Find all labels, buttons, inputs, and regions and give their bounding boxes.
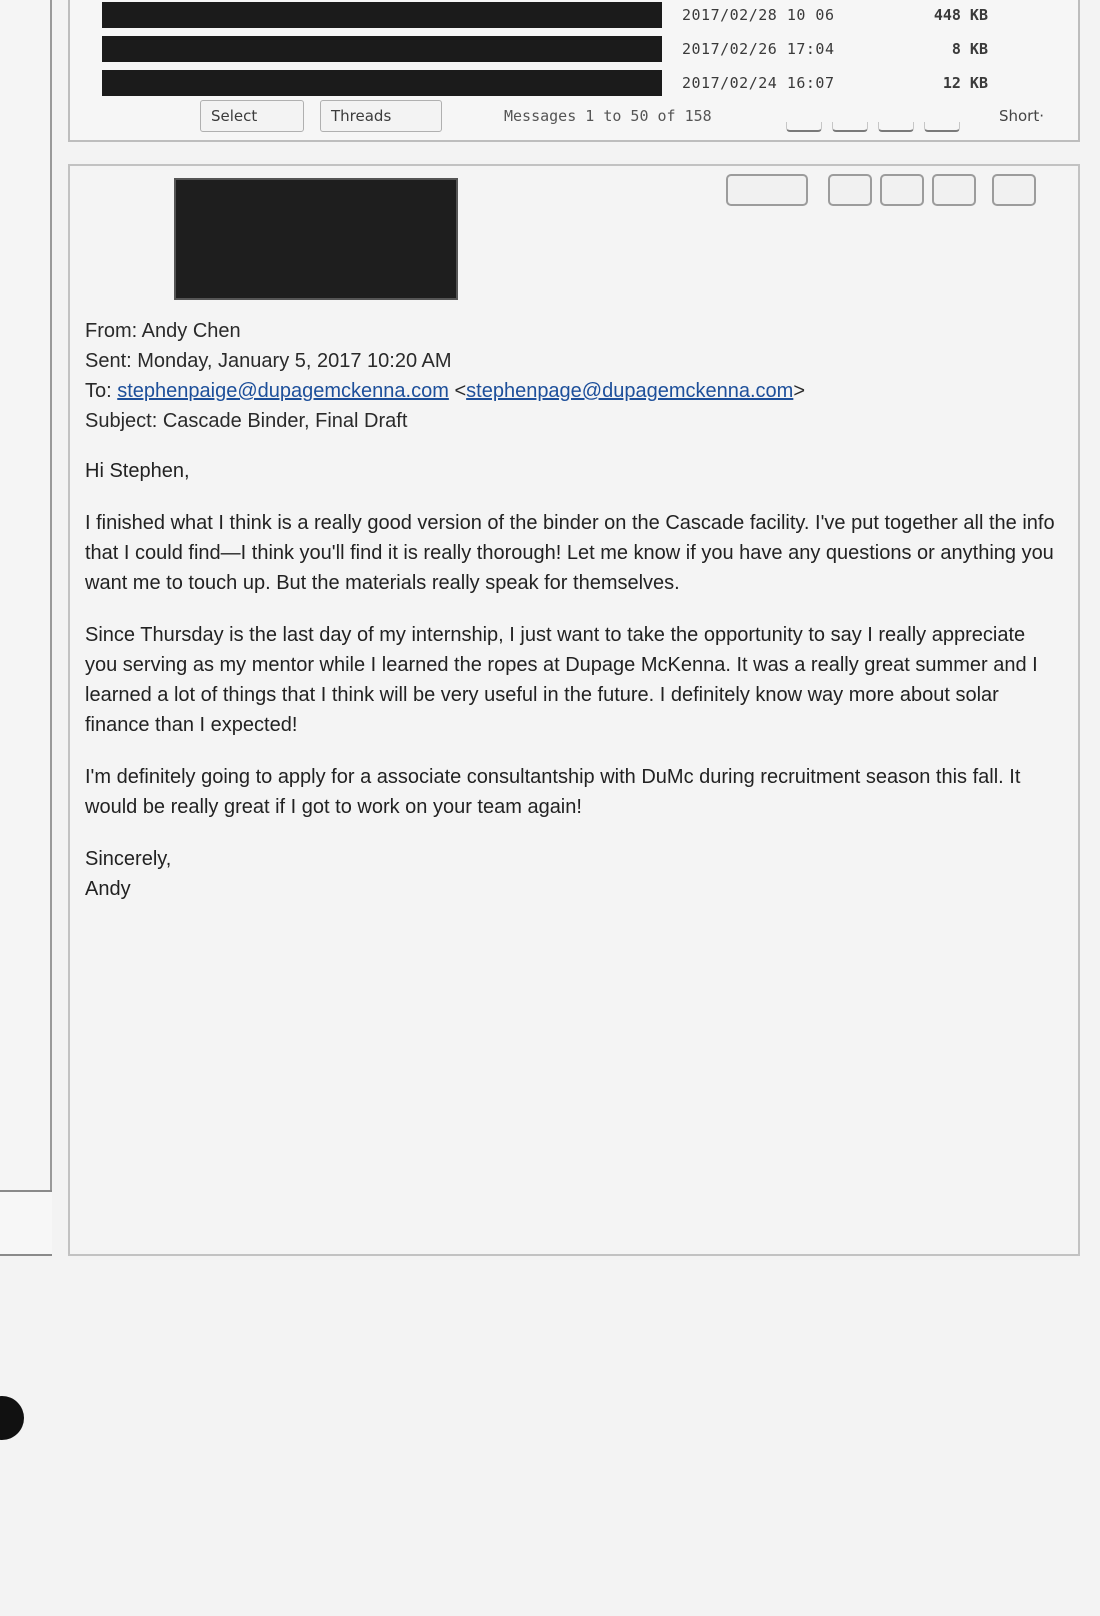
punch-hole: [0, 1396, 24, 1440]
bracket-close: >: [793, 380, 806, 402]
bracket-open: <: [454, 380, 467, 402]
redacted-subject: [102, 2, 662, 28]
to-line: [85, 376, 805, 406]
from-value: Andy Chen: [141, 320, 241, 342]
sidebar-footer-box: [0, 1190, 52, 1256]
subject-line: [85, 406, 805, 436]
list-toolbar: [70, 100, 1080, 136]
email-headers: [85, 316, 805, 436]
redacted-subject: [102, 36, 662, 62]
subject-label: Subject:: [85, 410, 158, 432]
greeting: Hi Stephen,: [85, 460, 190, 482]
body-paragraph: I finished what I think is a really good version of the binder on the Cascade facility. I've put together all the info that I could find—I think you'll find it is really thorough! Let me know if you have any questions or anything you want me to touch up. But the materials really speak for themselves.: [85, 512, 1055, 594]
from-label: From:: [85, 320, 138, 342]
first-page-button[interactable]: [786, 122, 822, 132]
from-line: [85, 316, 805, 346]
message-date: 2017/02/24 16:07: [682, 74, 835, 92]
table-row[interactable]: [70, 34, 1080, 64]
message-list: [68, 0, 1080, 142]
body-paragraph: Since Thursday is the last day of my internship, I just want to take the opportunity to say I really appreciate you serving as my mentor while I learned the ropes at Dupage McKenna. It was a really great summer and I learned a lot of things that I think will be very useful in the future. I definitely know way more about solar finance than I expected!: [85, 624, 1038, 736]
select-button[interactable]: Select: [200, 100, 304, 132]
threads-button[interactable]: Threads: [320, 100, 442, 132]
redacted-header-block: [174, 178, 458, 300]
recipient-address-link[interactable]: stephenpage@dupagemckenna.com: [466, 380, 794, 402]
email-body: [85, 456, 1060, 904]
message-date: 2017/02/28 10 06: [682, 6, 835, 24]
table-row[interactable]: [70, 68, 1080, 98]
sent-label: Sent:: [85, 350, 132, 372]
flag-button[interactable]: [932, 174, 976, 206]
subject-value: Cascade Binder, Final Draft: [162, 410, 408, 432]
sent-line: [85, 346, 805, 376]
folder-sidebar: [0, 0, 52, 1256]
message-size: 8 KB: [951, 40, 988, 58]
last-page-button[interactable]: [924, 122, 960, 132]
sort-label[interactable]: Short·: [998, 107, 1044, 125]
next-page-button[interactable]: [878, 122, 914, 132]
message-size: 448 KB: [933, 6, 988, 24]
to-label: To:: [85, 380, 112, 402]
delete-button[interactable]: [880, 174, 924, 206]
message-count: Messages 1 to 50 of 158: [504, 107, 712, 125]
message-size: 12 KB: [942, 74, 988, 92]
redacted-subject: [102, 70, 662, 96]
body-paragraph: I'm definitely going to apply for a associate consultantship with DuMc during recruitment season this fall. It would be really great if I got to work on your team again!: [85, 766, 1021, 818]
more-button[interactable]: [992, 174, 1036, 206]
previous-page-button[interactable]: [832, 122, 868, 132]
sent-value: Monday, January 5, 2017 10:20 AM: [137, 350, 452, 372]
signature-name: Andy: [85, 878, 131, 900]
table-row[interactable]: [70, 0, 1080, 30]
message-date: 2017/02/26 17:04: [682, 40, 835, 58]
reply-button[interactable]: [726, 174, 808, 206]
message-preview: [68, 164, 1080, 1256]
signature-block: [85, 844, 1060, 904]
signoff: Sincerely,: [85, 848, 172, 870]
recipient-link[interactable]: stephenpaige@dupagemckenna.com: [117, 380, 449, 402]
forward-button[interactable]: [828, 174, 872, 206]
